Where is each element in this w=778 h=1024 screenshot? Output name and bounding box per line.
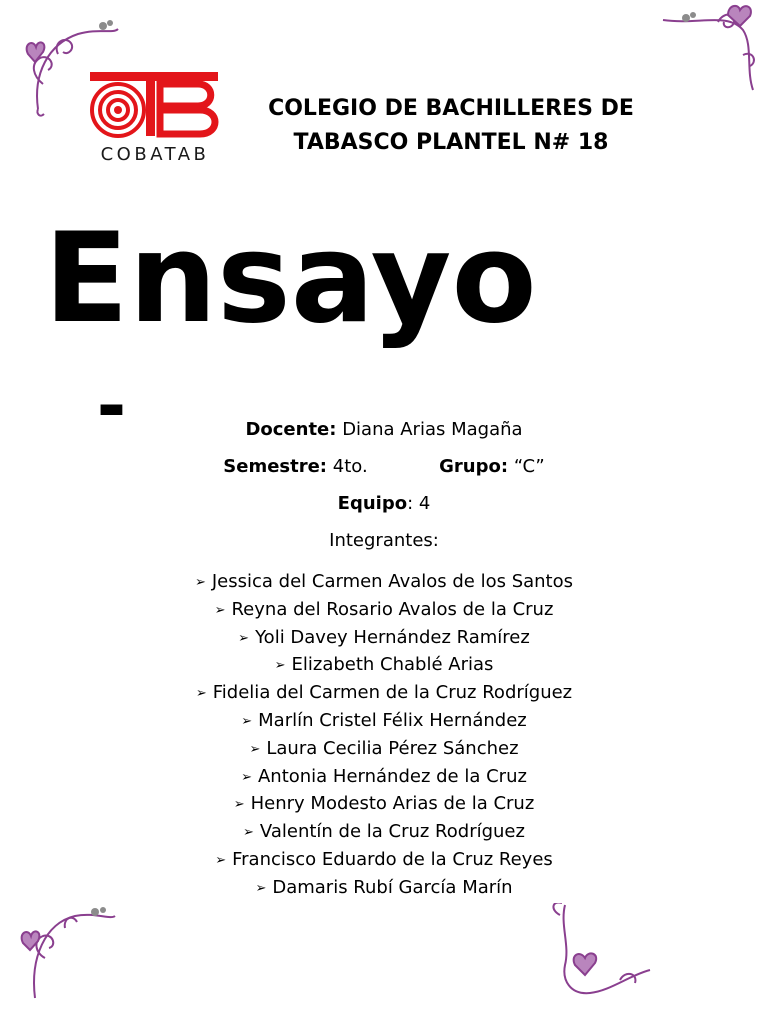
arrow-bullet-icon: ➢ xyxy=(249,741,261,757)
list-item xyxy=(0,708,768,736)
cobatab-logo-mark-icon xyxy=(80,70,230,144)
document-title: Ensayo xyxy=(44,207,537,351)
semester-label: Semestre: xyxy=(223,456,328,477)
member-name: Antonia Hernández de la Cruz xyxy=(257,765,527,787)
arrow-bullet-icon: ➢ xyxy=(233,797,245,813)
group-value: “C” xyxy=(513,456,545,477)
list-item xyxy=(0,819,768,847)
team-label: Equipo xyxy=(337,493,408,514)
arrow-bullet-icon: ➢ xyxy=(274,658,286,674)
corner-ornament-bottom-left-icon xyxy=(15,898,135,1018)
member-name: Elizabeth Chablé Arias xyxy=(291,654,494,676)
list-item xyxy=(0,597,768,625)
logo-text: COBATAB xyxy=(100,144,210,165)
school-name-line-2: TABASCO PLANTEL N# 18 xyxy=(293,130,609,155)
arrow-bullet-icon: ➢ xyxy=(214,602,226,618)
member-name: Yoli Davey Hernández Ramírez xyxy=(255,626,530,648)
arrow-bullet-icon: ➢ xyxy=(241,769,252,785)
member-name: Fidelia del Carmen de la Cruz Rodríguez xyxy=(212,682,573,704)
list-item xyxy=(0,569,768,597)
teacher-label: Docente: xyxy=(245,419,337,440)
corner-ornament-top-right-icon xyxy=(658,0,778,120)
list-item xyxy=(0,736,768,764)
members-label: Integrantes: xyxy=(329,530,439,551)
info-block xyxy=(0,415,768,903)
member-name: Reyna del Rosario Avalos de la Cruz xyxy=(231,598,554,620)
member-name: Valentín de la Cruz Rodríguez xyxy=(259,821,525,843)
list-item xyxy=(0,847,768,875)
school-name xyxy=(238,92,664,160)
list-item xyxy=(0,652,768,680)
members-list xyxy=(0,569,768,903)
member-name: Marlín Cristel Félix Hernández xyxy=(258,709,527,731)
list-item xyxy=(0,680,768,708)
member-name: Jessica del Carmen Avalos de los Santos xyxy=(211,571,574,592)
team-line xyxy=(0,489,768,526)
member-name: Francisco Eduardo de la Cruz Reyes xyxy=(232,848,553,870)
arrow-bullet-icon: ➢ xyxy=(238,630,250,646)
list-item xyxy=(0,625,768,653)
member-name: Laura Cecilia Pérez Sánchez xyxy=(266,737,519,759)
arrow-bullet-icon: ➢ xyxy=(241,713,253,729)
arrow-bullet-icon: ➢ xyxy=(194,575,206,590)
arrow-bullet-icon: ➢ xyxy=(243,825,254,841)
list-item xyxy=(0,875,768,903)
arrow-bullet-icon: ➢ xyxy=(195,686,207,702)
school-name-line-1: COLEGIO DE BACHILLERES DE xyxy=(268,96,634,121)
semester-group-line xyxy=(0,452,768,489)
member-name: Henry Modesto Arias de la Cruz xyxy=(250,793,535,815)
cobatab-logo xyxy=(80,70,230,170)
member-name: Damaris Rubí García Marín xyxy=(272,876,513,898)
arrow-bullet-icon: ➢ xyxy=(215,852,227,868)
team-value: : 4 xyxy=(407,493,431,514)
list-item xyxy=(0,791,768,819)
teacher-value: Diana Arias Magaña xyxy=(342,419,523,440)
corner-ornament-bottom-right-icon xyxy=(540,895,660,1015)
arrow-bullet-icon: ➢ xyxy=(255,880,267,896)
teacher-line xyxy=(0,415,768,452)
semester-value: 4to. xyxy=(332,456,368,477)
list-item xyxy=(0,764,768,792)
group-label: Grupo: xyxy=(439,456,509,477)
